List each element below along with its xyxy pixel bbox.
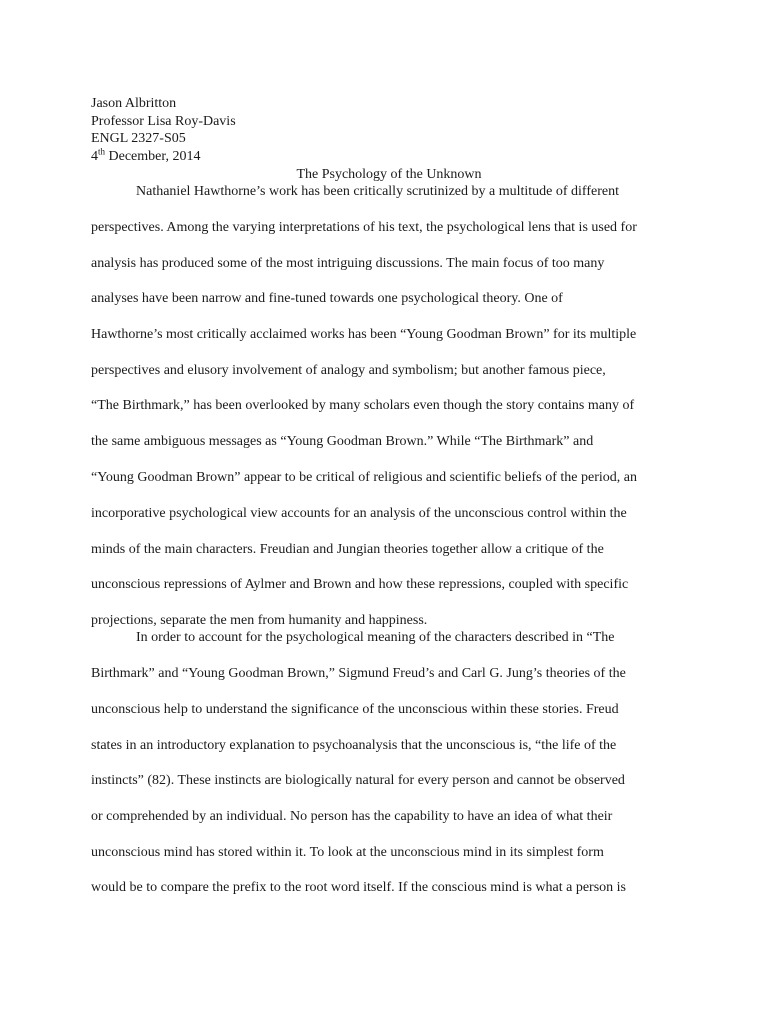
date-suffix: th xyxy=(98,145,106,156)
body-line: In order to account for the psychological meaning of the characters described in “The xyxy=(136,630,615,645)
body-line: “The Birthmark,” has been overlooked by many scholars even though the story contains many of xyxy=(91,398,635,413)
body-line: incorporative psychological view accounts for an analysis of the unconscious control within the xyxy=(91,506,627,521)
body-line: perspectives and elusory involvement of analogy and symbolism; but another famous piece, xyxy=(91,363,606,378)
body-line: projections, separate the men from humanity and happiness. xyxy=(91,613,428,628)
body-line: minds of the main characters. Freudian and Jungian theories together allow a critique of the xyxy=(91,542,604,557)
body-line: perspectives. Among the varying interpretations of his text, the psychological lens that is used for xyxy=(91,220,637,235)
body-line: unconscious mind has stored within it. To look at the unconscious mind in its simplest form xyxy=(91,845,604,860)
body-line: analyses have been narrow and fine-tuned towards one psychological theory. One of xyxy=(91,291,563,306)
date-day: 4 xyxy=(91,148,98,164)
body-line: analysis has produced some of the most intriguing discussions. The main focus of too many xyxy=(91,256,605,271)
body-line: “Young Goodman Brown” appear to be critical of religious and scientific beliefs of the period, an xyxy=(91,470,637,485)
author-name: Jason Albritton xyxy=(91,96,177,111)
body-line: Nathaniel Hawthorne’s work has been critically scrutinized by a multitude of different xyxy=(136,184,619,199)
body-line: or comprehended by an individual. No person has the capability to have an idea of what their xyxy=(91,809,613,824)
body-line: Hawthorne’s most critically acclaimed works has been “Young Goodman Brown” for its multiple xyxy=(91,327,637,342)
body-line: the same ambiguous messages as “Young Goodman Brown.” While “The Birthmark” and xyxy=(91,434,594,449)
body-line: states in an introductory explanation to psychoanalysis that the unconscious is, “the life of the xyxy=(91,738,617,753)
professor-name: Professor Lisa Roy-Davis xyxy=(91,113,236,129)
header-block xyxy=(91,95,236,165)
body-line: unconscious repressions of Aylmer and Brown and how these repressions, coupled with specific xyxy=(91,577,629,592)
essay-title: The Psychology of the Unknown xyxy=(296,167,482,182)
date-line xyxy=(91,145,236,166)
body-line: Birthmark” and “Young Goodman Brown,” Sigmund Freud’s and Carl G. Jung’s theories of the xyxy=(91,666,626,681)
body-line: unconscious help to understand the significance of the unconscious within these stories. Freud xyxy=(91,702,619,717)
body-line: instincts” (82). These instincts are biologically natural for every person and cannot be observed xyxy=(91,773,625,788)
body-line: would be to compare the prefix to the root word itself. If the conscious mind is what a person is xyxy=(91,880,626,895)
date-rest: December, 2014 xyxy=(105,148,201,164)
course-code: ENGL 2327-S05 xyxy=(91,131,186,146)
